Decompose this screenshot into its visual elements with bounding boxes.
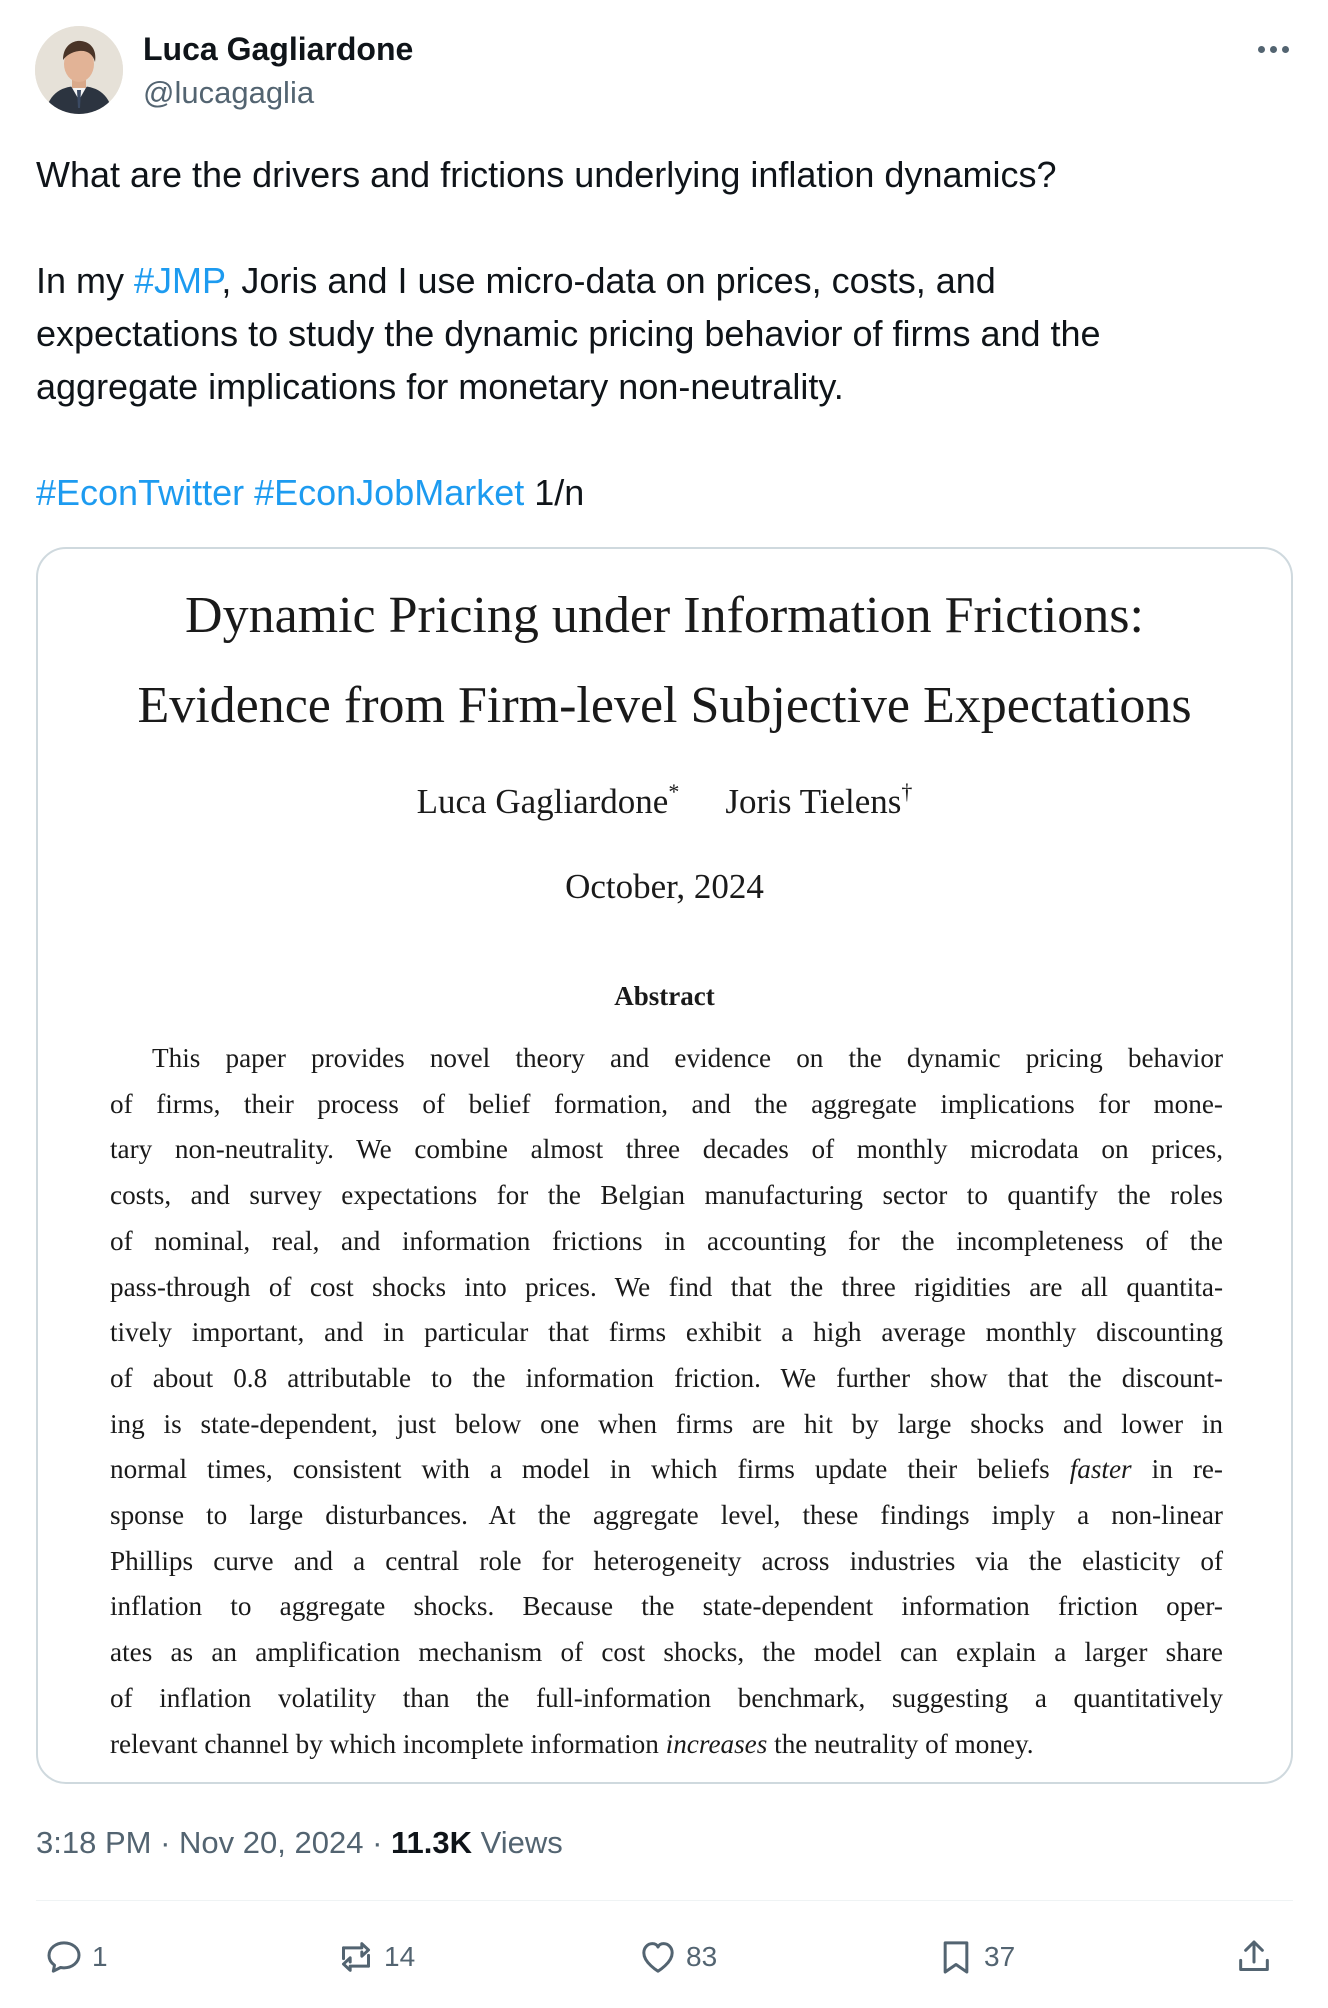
footnote-mark: † xyxy=(901,779,913,804)
abstract-line: This paper provides novel theory and evidence on the dynamic pricing behavior xyxy=(152,1043,1223,1073)
views-label: Views xyxy=(480,1825,563,1860)
abstract-emphasis: faster xyxy=(1069,1454,1132,1485)
abstract-line: pass-through of cost shocks into prices. We find that the three rigidities are all quantita- xyxy=(110,1271,1223,1302)
abstract-line: sponse to large disturbances. At the aggregate level, these findings imply a non-linear xyxy=(110,1500,1223,1531)
abstract-text: in re- xyxy=(1131,1454,1223,1485)
heart-icon xyxy=(638,1937,678,1977)
like-count: 83 xyxy=(686,1941,718,1972)
tweet-metadata xyxy=(36,1823,563,1863)
hashtag-econtwitter-link[interactable]: #EconTwitter xyxy=(36,472,245,513)
tweet-time[interactable]: 3:18 PM xyxy=(36,1825,152,1860)
like-button[interactable] xyxy=(638,1932,717,1982)
reply-count: 1 xyxy=(92,1941,108,1972)
abstract-line xyxy=(110,1722,1223,1768)
tweet-line xyxy=(36,466,1296,519)
abstract-text: normal times, consistent with a model in which firms update their beliefs xyxy=(110,1454,1070,1485)
abstract-line: of firms, their process of belief formation, and the aggregate implications for mone- xyxy=(110,1088,1223,1119)
author-avatar[interactable] xyxy=(35,26,123,114)
abstract-line: of about 0.8 attributable to the information friction. We further show that the discount- xyxy=(110,1362,1223,1393)
paper-author: Joris Tielens xyxy=(725,782,902,821)
attached-image[interactable] xyxy=(36,547,1293,1784)
action-bar xyxy=(36,1932,1293,1982)
separator-dot: · xyxy=(372,1825,383,1860)
bookmark-count: 37 xyxy=(984,1941,1016,1972)
abstract-line: of inflation volatility than the full-information benchmark, suggesting a quantitatively xyxy=(110,1682,1223,1713)
divider xyxy=(36,1900,1293,1901)
tweet-line: aggregate implications for monetary non-neutrality. xyxy=(36,366,844,407)
abstract-text: the neutrality of money. xyxy=(767,1728,1034,1759)
paper-title-line: Dynamic Pricing under Information Frictions: xyxy=(185,587,1144,644)
paper-title-line: Evidence from Firm-level Subjective Expectations xyxy=(137,677,1192,734)
abstract-line: inflation to aggregate shocks. Because the state-dependent information friction oper- xyxy=(110,1591,1223,1622)
hashtag-econjobmarket-link[interactable]: #EconJobMarket xyxy=(254,472,525,513)
abstract-line: costs, and survey expectations for the Belgian manufacturing sector to quantify the roles xyxy=(110,1180,1223,1211)
repost-icon xyxy=(336,1937,376,1977)
abstract-line: ing is state-dependent, just below one when firms are hit by large shocks and lower in xyxy=(110,1408,1223,1439)
bookmark-button[interactable] xyxy=(936,1932,1015,1982)
footnote-mark: * xyxy=(668,779,680,804)
repost-count: 14 xyxy=(384,1941,416,1972)
abstract-line: of nominal, real, and information frictions in accounting for the incompleteness of the xyxy=(110,1225,1223,1256)
paper-authors xyxy=(38,777,1291,827)
tweet-text-span: In my xyxy=(36,260,135,301)
abstract-line: Phillips curve and a central role for heterogeneity across industries via the elasticity of xyxy=(110,1545,1223,1576)
abstract-line xyxy=(110,1447,1223,1493)
tweet-line xyxy=(36,254,1296,307)
tweet-line: expectations to study the dynamic pricing behavior of firms and the xyxy=(36,313,1101,354)
tweet-date[interactable]: Nov 20, 2024 xyxy=(179,1825,364,1860)
views-count: 11.3K xyxy=(391,1825,473,1860)
hashtag-jmp-link[interactable]: #JMP xyxy=(134,260,222,301)
abstract-heading: Abstract xyxy=(614,981,715,1011)
separator-dot: · xyxy=(160,1825,171,1860)
abstract-emphasis: increases xyxy=(665,1728,768,1759)
reply-icon xyxy=(44,1937,84,1977)
bookmark-icon xyxy=(936,1937,976,1977)
abstract-text: relevant channel by which incomplete information xyxy=(110,1728,666,1759)
reply-button[interactable] xyxy=(44,1932,108,1982)
tweet-line: What are the drivers and frictions underlying inflation dynamics? xyxy=(36,154,1057,195)
paper-date: October, 2024 xyxy=(565,867,764,906)
paper-title xyxy=(38,571,1291,751)
author-name[interactable]: Luca Gagliardone xyxy=(143,31,414,67)
tweet-text-span: , Joris and I use micro-data on prices, costs, and xyxy=(221,260,996,301)
share-button[interactable] xyxy=(1234,1932,1274,1982)
thread-marker: 1/n xyxy=(534,472,585,513)
abstract-line: tively important, and in particular that firms exhibit a high average monthly discounting xyxy=(110,1317,1223,1348)
abstract-line: ates as an amplification mechanism of cost shocks, the model can explain a larger share xyxy=(110,1637,1223,1668)
abstract-line: tary non-neutrality. We combine almost three decades of monthly microdata on prices, xyxy=(110,1134,1223,1165)
author-handle[interactable]: @lucagaglia xyxy=(143,75,315,110)
repost-button[interactable] xyxy=(336,1932,415,1982)
share-icon xyxy=(1234,1937,1274,1977)
tweet-text xyxy=(36,148,1296,519)
more-options-icon[interactable] xyxy=(1250,32,1296,66)
avatar-portrait xyxy=(35,26,123,114)
paper-author: Luca Gagliardone xyxy=(416,782,669,821)
abstract-body xyxy=(110,1036,1223,1767)
